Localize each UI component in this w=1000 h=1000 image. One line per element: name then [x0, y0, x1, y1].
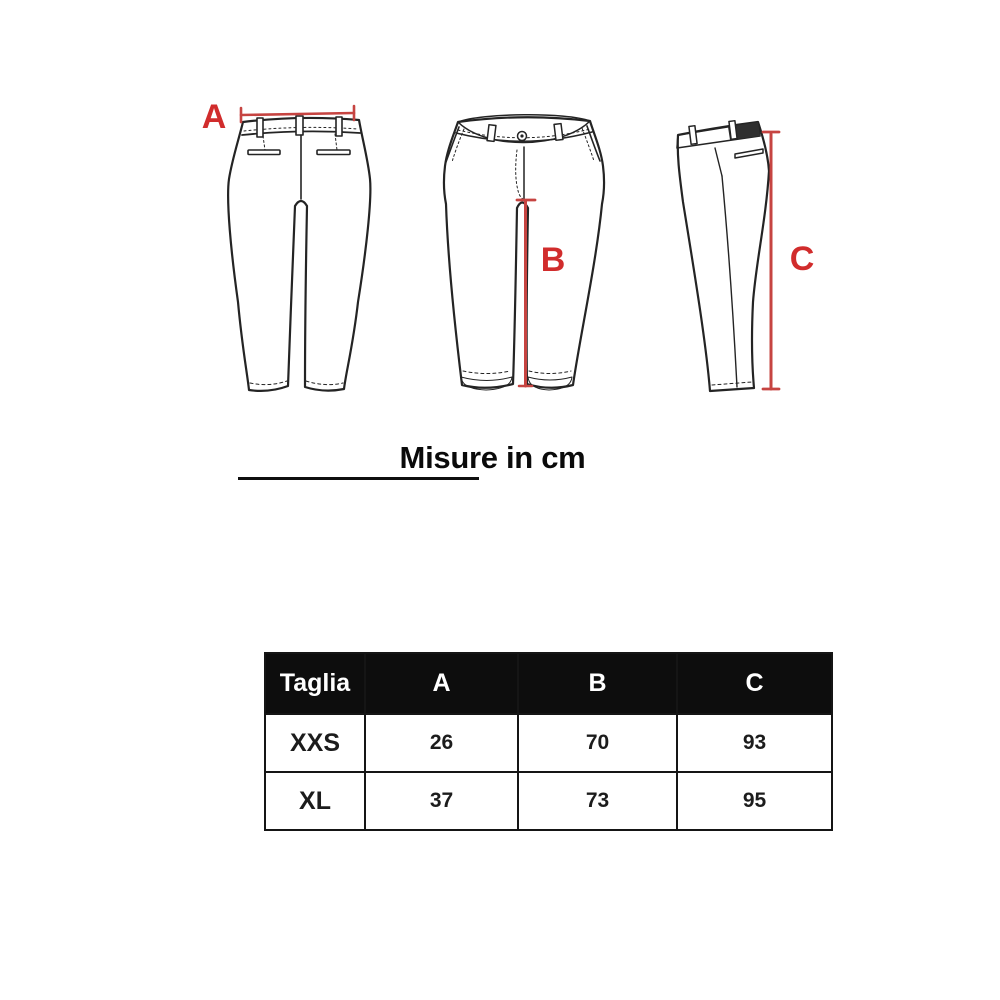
value-cell: 93 [677, 714, 832, 772]
belt-loop [336, 117, 342, 136]
table-header-b: B [518, 653, 677, 714]
value-cell: 26 [365, 714, 518, 772]
pants-front-view-illustration [440, 100, 610, 400]
belt-loop [487, 125, 496, 142]
table-header-c: C [677, 653, 832, 714]
back-pocket [248, 150, 280, 155]
value-cell: 95 [677, 772, 832, 830]
pants-back-silhouette [228, 118, 370, 391]
pants-side-view-illustration [665, 110, 795, 400]
table-row-xl [265, 772, 832, 830]
table-header-taglia: Taglia [265, 653, 365, 714]
pants-back-view-illustration [225, 100, 375, 400]
belt-loop [689, 126, 697, 145]
size-cell: XL [265, 772, 365, 830]
pants-side-silhouette [678, 122, 769, 391]
table-header-row [265, 653, 832, 714]
back-pocket [317, 150, 350, 155]
measure-label-b: B [540, 241, 566, 279]
value-cell: 70 [518, 714, 677, 772]
measure-label-a: A [201, 98, 227, 136]
table-row-xxs [265, 714, 832, 772]
size-table [264, 652, 833, 831]
belt-loop [296, 116, 303, 135]
table-header-a: A [365, 653, 518, 714]
waist-button-center [520, 134, 523, 137]
title-underline [238, 477, 479, 480]
size-chart-title: Misure in cm [399, 440, 586, 475]
belt-loop [554, 124, 563, 141]
belt-loop [257, 118, 263, 137]
size-cell: XXS [265, 714, 365, 772]
value-cell: 37 [365, 772, 518, 830]
belt-loop [729, 121, 737, 140]
measure-label-c: C [789, 240, 815, 278]
value-cell: 73 [518, 772, 677, 830]
